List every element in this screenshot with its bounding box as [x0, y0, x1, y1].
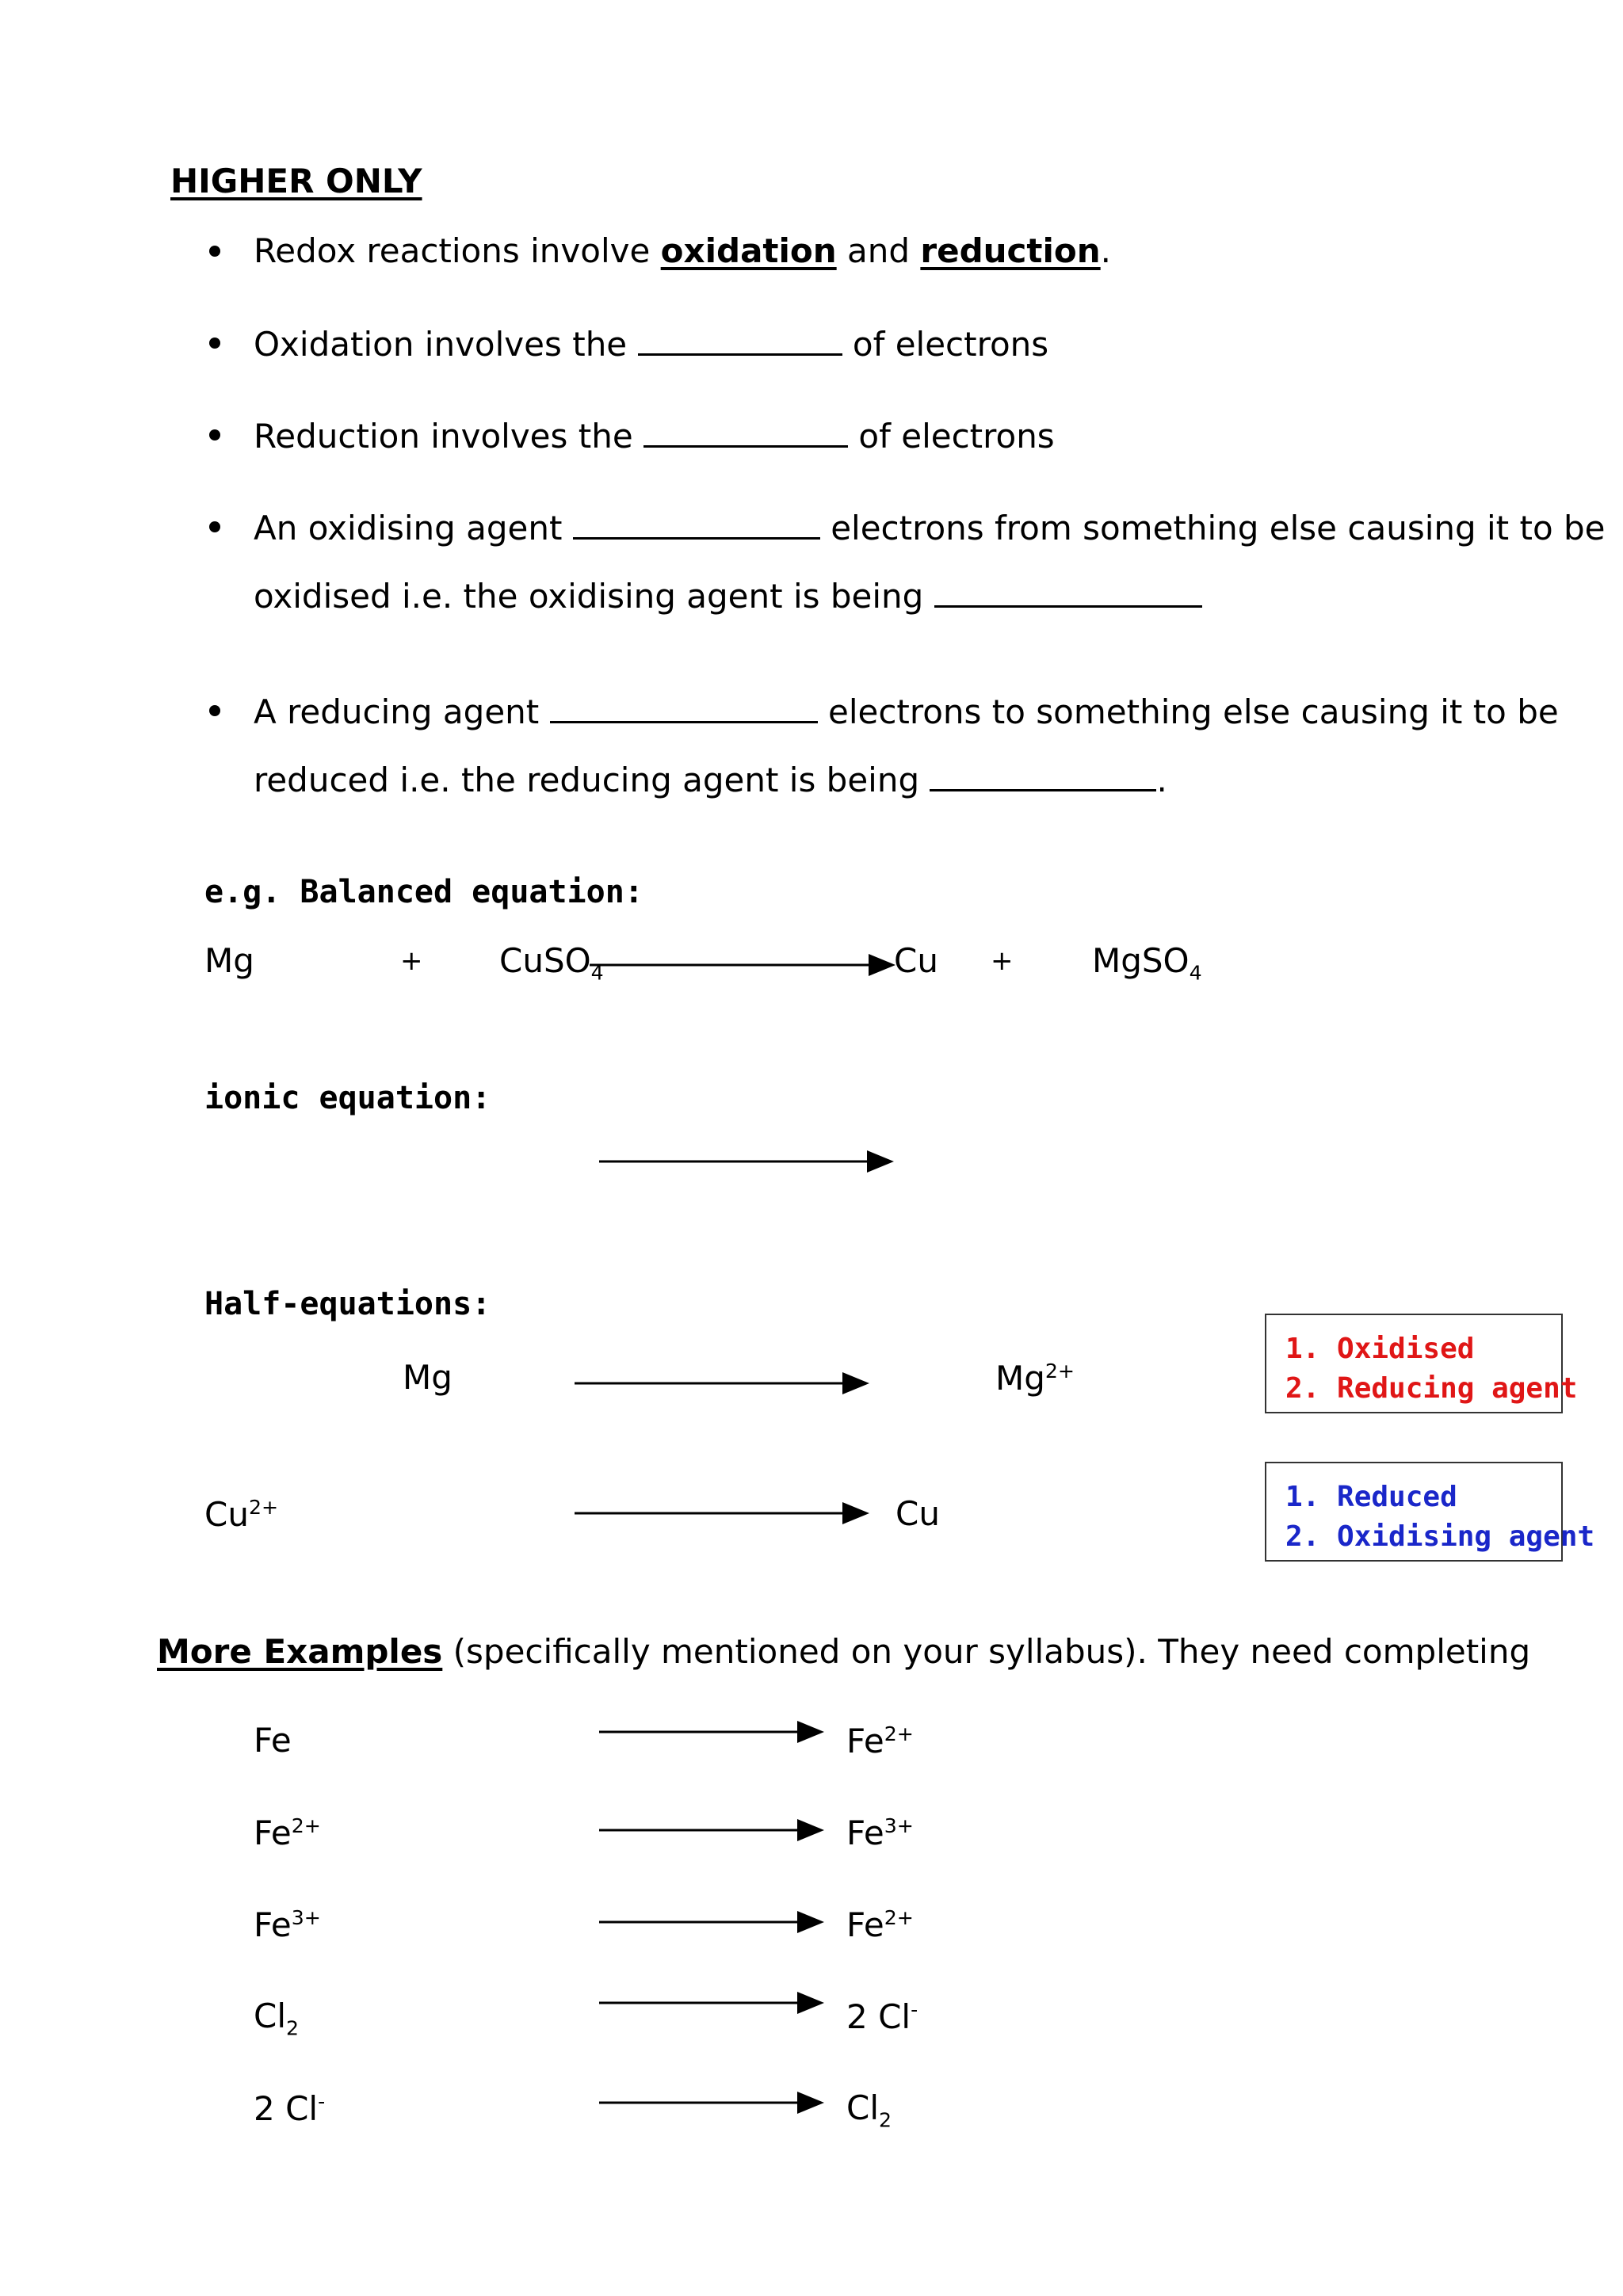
- example-right-symbol: Fe: [846, 1722, 884, 1760]
- example-left-subscript: 2: [286, 2016, 300, 2040]
- oxidising-agent-text-post: electrons from something else causing it to be: [831, 509, 1606, 547]
- reducing-agent-end: .: [1156, 761, 1167, 799]
- oxidised-box-line2: 2. Reducing agent: [1285, 1372, 1578, 1405]
- half-equations-label: Half-equations:: [204, 1286, 491, 1322]
- half-mg-right-charge: 2+: [1044, 1360, 1075, 1383]
- oxidised-box: [1265, 1314, 1578, 1413]
- fill-blank[interactable]: [643, 418, 848, 448]
- bullet-dot: [209, 521, 220, 532]
- example-right-subscript: 2: [879, 2108, 892, 2132]
- example-right-symbol: Fe: [846, 1814, 884, 1852]
- half-mg-right-symbol: Mg: [995, 1359, 1045, 1398]
- more-examples-rest: (specifically mentioned on your syllabus). They need completing: [442, 1632, 1531, 1671]
- half-mg-right: [995, 1359, 1075, 1398]
- arrow-icon: [599, 1716, 829, 1748]
- oxidising-agent-line2: [254, 577, 1202, 616]
- example-left-species: [254, 2089, 326, 2128]
- fill-blank[interactable]: [934, 578, 1202, 608]
- arrow-icon: [590, 949, 899, 981]
- oxidation-text-post: of electrons: [852, 325, 1049, 364]
- eq-mgso4: [1092, 941, 1202, 985]
- reduction-text-post: of electrons: [858, 417, 1055, 456]
- bullet-oxidising-agent: [254, 510, 1606, 545]
- bullet-reducing-agent: [254, 694, 1559, 729]
- half-cu-right: Cu: [896, 1494, 940, 1533]
- bullet-redox-end: .: [1100, 231, 1112, 270]
- example-left-symbol: Cl: [254, 1997, 286, 2035]
- arrow-icon: [599, 2087, 829, 2119]
- eq-mgso4-formula: MgSO: [1092, 941, 1190, 980]
- arrow-icon: [599, 1906, 829, 1938]
- example-left-charge: 2+: [291, 1814, 321, 1837]
- reducing-agent-line2: [254, 762, 1167, 797]
- example-right-symbol: Cl: [846, 2088, 879, 2127]
- example-right-charge: 2+: [884, 1906, 914, 1929]
- bullet-redox-text: Redox reactions involve: [254, 231, 661, 270]
- example-right-species: [846, 2088, 892, 2132]
- term-oxidation: oxidation: [660, 231, 837, 270]
- oxidation-text-pre: Oxidation involves the: [254, 325, 628, 364]
- oxidising-agent-line2-text: oxidised i.e. the oxidising agent is being: [254, 577, 924, 616]
- bullet-redox-and: and: [836, 231, 921, 270]
- reduction-text-pre: Reduction involves the: [254, 417, 633, 456]
- more-examples-title: More Examples: [157, 1632, 443, 1671]
- example-right-charge: -: [911, 1998, 918, 2021]
- page-heading: HIGHER ONLY: [170, 162, 422, 200]
- eq-mg: Mg: [204, 941, 254, 980]
- bullet-dot: [209, 246, 220, 257]
- example-left-charge: 3+: [291, 1906, 321, 1929]
- half-cu-left-symbol: Cu: [204, 1495, 249, 1534]
- bullet-dot: [209, 429, 220, 441]
- eq-plus: +: [400, 945, 423, 977]
- reduced-box: [1265, 1462, 1595, 1562]
- term-reduction: reduction: [920, 231, 1101, 270]
- half-cu-left-charge: 2+: [248, 1496, 279, 1519]
- eq-mgso4-sub: 4: [1189, 961, 1202, 985]
- example-right-symbol: 2 Cl: [846, 1997, 911, 2036]
- bullet-oxidation: [254, 325, 1049, 364]
- fill-blank[interactable]: [930, 762, 1156, 791]
- example-left-symbol: 2 Cl: [254, 2089, 319, 2128]
- eq-cuso4-formula: CuSO: [499, 941, 591, 980]
- example-right-species: [846, 1816, 914, 1850]
- example-left-charge: -: [318, 2090, 326, 2113]
- half-mg-left: Mg: [403, 1358, 453, 1397]
- arrow-icon: [599, 1146, 900, 1177]
- eq-plus: +: [991, 945, 1014, 977]
- example-right-charge: 2+: [884, 1722, 914, 1745]
- half-cu-left: [204, 1495, 279, 1534]
- example-right-symbol: Fe: [846, 1905, 884, 1944]
- example-left-species: [254, 1721, 292, 1760]
- eq-cuso4: [499, 941, 604, 985]
- example-right-species: [846, 1997, 918, 2036]
- example-left-symbol: Fe: [254, 1721, 292, 1760]
- example-left-species: [254, 1816, 321, 1850]
- arrow-icon: [575, 1497, 876, 1529]
- more-examples-heading: [157, 1632, 1531, 1671]
- bullet-reduction: [254, 417, 1055, 456]
- oxidising-agent-text-pre: An oxidising agent: [254, 509, 563, 547]
- ionic-equation-label: ionic equation:: [204, 1080, 491, 1116]
- oxidised-box-line1: 1. Oxidised: [1285, 1333, 1475, 1365]
- bullet-redox: [254, 231, 1112, 270]
- reduced-box-line2: 2. Oxidising agent: [1285, 1520, 1595, 1553]
- reducing-agent-text-post: electrons to something else causing it to be: [827, 692, 1559, 731]
- fill-blank[interactable]: [550, 694, 818, 723]
- example-left-species: [254, 1997, 300, 2040]
- reducing-agent-text-pre: A reducing agent: [254, 692, 540, 731]
- arrow-icon: [575, 1367, 876, 1399]
- example-right-charge: 3+: [884, 1814, 914, 1837]
- example-left-symbol: Fe: [254, 1905, 292, 1944]
- arrow-icon: [599, 1814, 829, 1846]
- example-left-species: [254, 1905, 321, 1944]
- fill-blank[interactable]: [573, 510, 820, 540]
- example-right-species: [846, 1905, 914, 1944]
- reducing-agent-line2-text: reduced i.e. the reducing agent is being: [254, 761, 920, 799]
- example-left-symbol: Fe: [254, 1814, 292, 1852]
- arrow-icon: [599, 1987, 829, 2019]
- reduced-box-line1: 1. Reduced: [1285, 1481, 1457, 1513]
- bullet-dot: [209, 338, 220, 349]
- example-right-species: [846, 1724, 914, 1758]
- bullet-dot: [209, 705, 220, 716]
- fill-blank[interactable]: [638, 326, 842, 356]
- eq-cu: Cu: [894, 941, 938, 980]
- eq-cuso4-sub: 4: [590, 961, 604, 985]
- balanced-equation-label: e.g. Balanced equation:: [204, 874, 643, 910]
